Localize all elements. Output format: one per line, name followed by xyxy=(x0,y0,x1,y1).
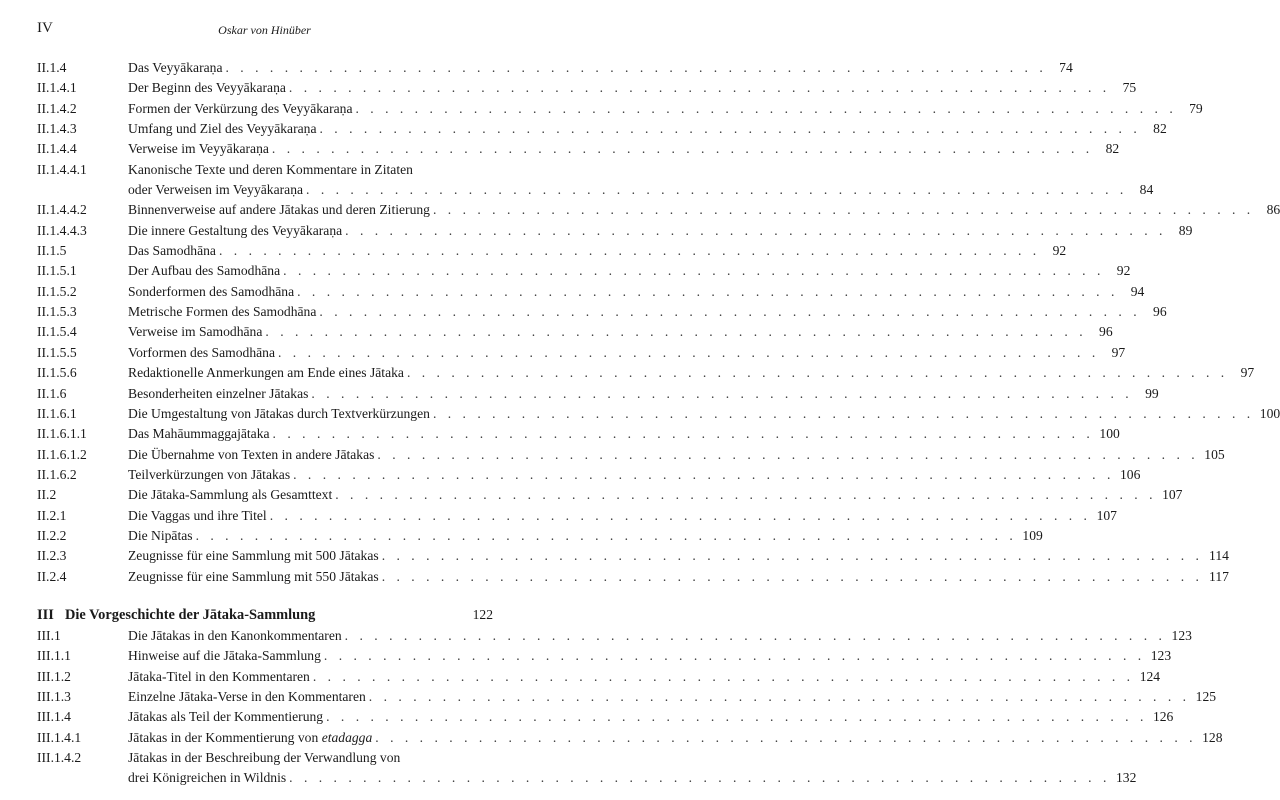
toc-entry-line xyxy=(128,221,1193,241)
toc-entry-title xyxy=(128,384,308,404)
dot-leader: . . . . . . . . . . . . . . . . . . . . . . . . . . . . . . . . . . . . . . . . . . . . . . . . . . . . . . . . xyxy=(306,182,1128,198)
page-header xyxy=(0,20,529,44)
toc-entry-title xyxy=(128,424,270,444)
dot-leader: . . . . . . . . . . . . . . . . . . . . . . . . . . . . . . . . . . . . . . . . . . . . . . . . . . . . . . . . xyxy=(345,222,1167,238)
toc-entry xyxy=(37,261,1131,281)
toc-entry-title xyxy=(128,261,280,281)
toc-entry-body xyxy=(128,707,1174,727)
toc-entry-line xyxy=(128,728,1223,748)
toc-entry-title xyxy=(128,667,310,687)
toc-entry-title-text: Jātaka-Titel in den Kommentaren xyxy=(128,668,310,684)
toc-entry-line xyxy=(128,282,1145,302)
toc-entry xyxy=(37,728,1223,748)
toc-entry-page: 114 xyxy=(1209,548,1229,564)
toc-entry-title xyxy=(128,768,286,788)
toc-entry xyxy=(37,424,1120,444)
toc-entry-title-text: Hinweise auf die Jātaka-Sammlung xyxy=(128,648,321,664)
toc-entry-title xyxy=(128,506,267,526)
toc-entry-line xyxy=(128,78,1137,98)
toc-entry-line xyxy=(128,241,1067,261)
toc-entry-title-text: Die Vaggas und ihre Titel xyxy=(128,507,267,523)
toc-entry-title xyxy=(128,465,290,485)
toc-entry-title xyxy=(128,241,216,261)
toc-entry-number: III.1.4.2 xyxy=(37,750,82,765)
toc-entry-title-text: Die innere Gestaltung des Veyyākaraṇa xyxy=(128,222,343,238)
toc-entry-body xyxy=(128,667,1161,687)
toc-entry-body xyxy=(128,506,1117,526)
toc-entry-line xyxy=(128,526,1043,546)
toc-entry-title xyxy=(128,139,269,159)
toc-entry-number: II.1.5 xyxy=(37,243,67,259)
toc-entry-title xyxy=(128,119,317,139)
toc-entry xyxy=(37,667,1161,687)
toc-entry-title-italic: etadagga xyxy=(321,729,373,745)
toc-entry-number: II.1.6.2 xyxy=(37,466,77,482)
toc-entry-line xyxy=(128,707,1174,727)
toc-entry-page: 126 xyxy=(1152,709,1174,725)
toc-entry-body xyxy=(128,748,1137,789)
toc-entry-page: 86 xyxy=(1266,202,1280,218)
toc-entry-line xyxy=(128,465,1141,485)
toc-entry-page: 92 xyxy=(1116,263,1131,279)
toc-chapter-heading xyxy=(37,604,493,626)
toc-entry-page: 132 xyxy=(1115,770,1137,786)
dot-leader: . . . . . . . . . . . . . . . . . . . . . . . . . . . . . . . . . . . . . . . . . . . . . . . . . . . . . . . . xyxy=(289,770,1111,786)
toc-entry-number: III.1.2 xyxy=(37,668,71,684)
toc-entry xyxy=(37,626,1192,646)
toc-entry-line xyxy=(128,567,1229,587)
toc-entry-title-text: Zeugnisse für eine Sammlung mit 550 Jātakas xyxy=(128,568,379,584)
dot-leader: . . . . . . . . . . . . . . . . . . . . . . . . . . . . . . . . . . . . . . . . . . . . . . . . . . . . . . . . xyxy=(335,487,1157,503)
toc-entry-number: II.1.6.1 xyxy=(37,405,77,421)
dot-leader: . . . . . . . . . . . . . . . . . . . . . . . . . . . . . . . . . . . . . . . . . . . . . . . . . . . . . . . . xyxy=(344,627,1166,643)
toc-entry xyxy=(37,78,1137,98)
toc-entry-body xyxy=(128,526,1043,546)
toc-entry-line xyxy=(128,646,1172,666)
toc-entry-number: II.1.4 xyxy=(37,60,67,75)
toc-entry-page: 96 xyxy=(1153,304,1167,320)
toc-entry xyxy=(37,322,1113,342)
toc-entry-title-text: Sonderformen des Samodhāna xyxy=(128,283,295,299)
dot-leader: . . . . . . . . . . . . . . . . . . . . . . . . . . . . . . . . . . . . . . . . . . . . . . . . . . . . . . . . xyxy=(323,648,1146,664)
toc-entry-line xyxy=(128,626,1192,646)
toc-entry-page: 94 xyxy=(1130,283,1145,299)
toc-entry-title xyxy=(128,646,321,666)
toc-entry-number: II.1.6.1.2 xyxy=(37,446,87,462)
dot-leader: . . . . . . . . . . . . . . . . . . . . . . . . . . . . . . . . . . . . . . . . . . . . . . . . . . . . . . . . xyxy=(225,60,1047,75)
toc-entry-body xyxy=(128,567,1229,587)
toc-entry-title-text: Redaktionelle Anmerkungen am Ende eines Jātaka xyxy=(128,365,404,381)
toc-entry-body xyxy=(128,261,1131,281)
toc-entry-line xyxy=(128,687,1217,707)
toc-entry-title-text: Binnenverweise auf andere Jātakas und deren Zitierung xyxy=(128,202,430,218)
toc-entry-number: II.1.5.6 xyxy=(37,365,77,381)
toc-entry-number: II.1.5.2 xyxy=(37,283,77,299)
toc-entry-body xyxy=(128,626,1192,646)
toc-entry-page: 74 xyxy=(1059,60,1073,75)
toc-entry-line xyxy=(128,546,1229,566)
toc-entry-page: 97 xyxy=(1111,344,1126,360)
dot-leader: . . . . . . . . . . . . . . . . . . . . . . . . . . . . . . . . . . . . . . . . . . . . . . . . . . . . . . . . xyxy=(277,344,1100,360)
toc-entry-title-text: Metrische Formen des Samodhāna xyxy=(128,304,317,320)
toc-entry-body xyxy=(128,384,1159,404)
toc-entry-line xyxy=(128,302,1167,322)
table-of-contents xyxy=(37,58,1280,789)
toc-entry xyxy=(37,99,1203,119)
toc-entry-page: 75 xyxy=(1122,80,1137,96)
toc-entry-page: 124 xyxy=(1139,668,1161,684)
toc-section-ii xyxy=(37,58,1280,587)
dot-leader: . . . . . . . . . . . . . . . . . . . . . . . . . . . . . . . . . . . . . . . . . . . . . . . . . . . . . . . . xyxy=(432,405,1255,421)
toc-entry xyxy=(37,200,1280,220)
toc-entry-page: 100 xyxy=(1259,405,1280,421)
toc-entry-page: 107 xyxy=(1096,507,1117,523)
toc-entry-line xyxy=(128,485,1183,505)
toc-entry-page: 106 xyxy=(1119,466,1141,482)
dot-leader: . . . . . . . . . . . . . . . . . . . . . . . . . . . . . . . . . . . . . . . . . . . . . . . . . . . . . . . . xyxy=(297,283,1119,299)
toc-entry-title-text: Zeugnisse für eine Sammlung mit 500 Jātakas xyxy=(128,548,379,564)
toc-entry-line xyxy=(128,99,1203,119)
toc-entry xyxy=(37,546,1229,566)
toc-entry-page: 100 xyxy=(1099,426,1120,442)
dot-leader: . . . . . . . . . . . . . . . . . . . . . . . . . . . . . . . . . . . . . . . . . . . . . . . . . . . . . . . . xyxy=(381,548,1203,564)
toc-entry-number: II.2.1 xyxy=(37,507,67,523)
toc-entry-page: 79 xyxy=(1189,100,1203,116)
toc-section-iii xyxy=(37,626,1223,789)
toc-entry-page: 84 xyxy=(1139,182,1154,198)
toc-entry-title-text: Das Samodhāna xyxy=(128,243,216,259)
toc-entry-line xyxy=(128,404,1280,424)
toc-entry-title-text: Die Nipātas xyxy=(128,527,193,543)
toc-entry-body xyxy=(128,302,1167,322)
toc-entry-line xyxy=(128,445,1225,465)
chapter-page: 122 xyxy=(472,606,493,622)
toc-entry-body xyxy=(128,343,1126,363)
dot-leader: . . . . . . . . . . . . . . . . . . . . . . . . . . . . . . . . . . . . . . . . . . . . . . . . . . . . . . . . xyxy=(381,568,1203,584)
toc-entry xyxy=(37,282,1145,302)
toc-entry-title xyxy=(128,445,374,465)
toc-entry-number: II.1.4.4.3 xyxy=(37,222,87,238)
toc-entry-body xyxy=(128,200,1280,220)
toc-entry-body xyxy=(128,221,1193,241)
page-number: IV xyxy=(37,20,53,36)
toc-entry xyxy=(37,646,1172,666)
toc-entry-number: II.1.6.1.1 xyxy=(37,426,87,442)
toc-entry-body xyxy=(128,646,1172,666)
toc-entry-page: 123 xyxy=(1171,627,1192,643)
toc-entry-number: II.2.2 xyxy=(37,527,67,543)
toc-entry-title-line1: Jātakas in der Beschreibung der Verwandlung von xyxy=(128,750,401,765)
toc-entry-number: II.1.5.1 xyxy=(37,263,77,279)
toc-entry-title-text: Verweise im Veyyākaraṇa xyxy=(128,141,269,157)
dot-leader: . . . . . . . . . . . . . . . . . . . . . . . . . . . . . . . . . . . . . . . . . . . . . . . . . . . . . . . . xyxy=(265,324,1087,340)
toc-entry-line xyxy=(128,180,1154,200)
toc-entry-page: 109 xyxy=(1022,527,1043,543)
toc-entry-number: II.2.4 xyxy=(37,568,67,584)
toc-entry-number: II.2 xyxy=(37,487,57,503)
toc-entry-line xyxy=(128,119,1167,139)
toc-entry-line xyxy=(128,200,1280,220)
dot-leader: . . . . . . . . . . . . . . . . . . . . . . . . . . . . . . . . . . . . . . . . . . . . . . . . . . . . . . . . xyxy=(311,385,1133,401)
toc-entry-page: 82 xyxy=(1105,141,1120,157)
toc-entry xyxy=(37,707,1174,727)
toc-entry-title xyxy=(128,322,262,342)
toc-entry-number: II.1.4.3 xyxy=(37,121,77,137)
toc-entry xyxy=(37,58,1073,78)
toc-entry-title-text: Formen der Verkürzung des Veyyākaraṇa xyxy=(128,100,353,116)
toc-entry-line xyxy=(128,768,1137,788)
toc-entry-body xyxy=(128,687,1217,707)
toc-entry-title xyxy=(128,363,404,383)
toc-entry-body xyxy=(128,465,1141,485)
toc-entry-line xyxy=(128,667,1161,687)
toc-entry-title-text: Umfang und Ziel des Veyyākaraṇa xyxy=(128,121,317,137)
toc-entry-title-text: drei Königreichen in Wildnis xyxy=(128,770,287,786)
toc-entry-page: 92 xyxy=(1052,243,1067,259)
toc-entry-title xyxy=(128,343,275,363)
toc-entry xyxy=(37,302,1167,322)
toc-entry-number: III.1.1 xyxy=(37,648,71,664)
toc-entry-number: II.1.6 xyxy=(37,385,67,401)
toc-entry-title-text: Die Umgestaltung von Jātakas durch Textverkürzungen xyxy=(128,405,430,421)
toc-entry-title xyxy=(128,200,430,220)
toc-entry xyxy=(37,221,1193,241)
toc-entry xyxy=(37,160,1154,201)
toc-entry-page: 82 xyxy=(1153,121,1167,137)
toc-entry-line xyxy=(128,363,1255,383)
toc-entry-number: II.1.4.4.1 xyxy=(37,161,87,177)
toc-entry-title xyxy=(128,282,294,302)
toc-entry-title xyxy=(128,626,342,646)
toc-entry-number: III.1.3 xyxy=(37,688,71,704)
toc-entry xyxy=(37,445,1225,465)
toc-entry-body xyxy=(128,404,1280,424)
toc-entry-number: III.1 xyxy=(37,627,61,643)
toc-entry-title-text: Jātakas in der Kommentierung von xyxy=(128,729,319,745)
toc-entry-page: 117 xyxy=(1209,568,1229,584)
toc-entry-title xyxy=(128,567,379,587)
toc-entry-number: III.1.4.1 xyxy=(37,729,82,745)
toc-entry-title xyxy=(128,485,332,505)
toc-entry xyxy=(37,363,1255,383)
toc-entry-line xyxy=(128,343,1126,363)
toc-entry-title xyxy=(128,78,286,98)
toc-entry-line xyxy=(128,58,1073,78)
toc-entry-title-text: Teilverkürzungen von Jātakas xyxy=(128,466,291,482)
dot-leader: . . . . . . . . . . . . . . . . . . . . . . . . . . . . . . . . . . . . . . . . . . . . . . . . . . . . . . . . xyxy=(319,121,1141,137)
toc-entry-body xyxy=(128,322,1113,342)
toc-entry-line xyxy=(128,506,1117,526)
toc-entry-number: III.1.4 xyxy=(37,709,71,725)
toc-entry xyxy=(37,748,1137,789)
toc-entry-title-text: Die Jātakas in den Kanonkommentaren xyxy=(128,627,342,643)
toc-entry-title-line1: Kanonische Texte und deren Kommentare in Zitaten xyxy=(128,161,413,177)
toc-entry-title-text: Besonderheiten einzelner Jātakas xyxy=(128,385,309,401)
toc-entry-title-text: Der Aufbau des Samodhāna xyxy=(128,263,281,279)
toc-entry xyxy=(37,687,1217,707)
toc-entry-number: II.1.4.2 xyxy=(37,100,77,116)
dot-leader: . . . . . . . . . . . . . . . . . . . . . . . . . . . . . . . . . . . . . . . . . . . . . . . . . . . . . . . . xyxy=(195,527,1017,543)
toc-entry-title-text: Die Jātaka-Sammlung als Gesamttext xyxy=(128,487,333,503)
toc-entry-line xyxy=(128,139,1120,159)
dot-leader: . . . . . . . . . . . . . . . . . . . . . . . . . . . . . . . . . . . . . . . . . . . . . . . . . . . . . . . . xyxy=(312,668,1135,684)
toc-entry-line xyxy=(128,261,1131,281)
toc-entry-body xyxy=(128,363,1255,383)
toc-entry-page: 125 xyxy=(1195,688,1217,704)
toc-entry xyxy=(37,119,1167,139)
toc-entry-title-text: oder Verweisen im Veyyākaraṇa xyxy=(128,182,304,198)
dot-leader: . . . . . . . . . . . . . . . . . . . . . . . . . . . . . . . . . . . . . . . . . . . . . . . . . . . . . . . . xyxy=(272,426,1094,442)
toc-entry-title xyxy=(128,404,430,424)
toc-entry-title-text: Der Beginn des Veyyākaraṇa xyxy=(128,80,286,96)
dot-leader: . . . . . . . . . . . . . . . . . . . . . . . . . . . . . . . . . . . . . . . . . . . . . . . . . . . . . . . . xyxy=(288,80,1111,96)
toc-entry-title-text: Das Veyyākaraṇa xyxy=(128,60,223,75)
toc-entry-body xyxy=(128,99,1203,119)
toc-entry-title-text: Vorformen des Samodhāna xyxy=(128,344,275,360)
dot-leader: . . . . . . . . . . . . . . . . . . . . . . . . . . . . . . . . . . . . . . . . . . . . . . . . . . . . . . . . xyxy=(326,709,1148,725)
toc-entry-title xyxy=(128,99,352,119)
dot-leader: . . . . . . . . . . . . . . . . . . . . . . . . . . . . . . . . . . . . . . . . . . . . . . . . . . . . . . . . xyxy=(355,100,1177,116)
toc-entry-page: 123 xyxy=(1150,648,1172,664)
toc-entry-line xyxy=(128,322,1113,342)
toc-entry-body xyxy=(128,160,1154,201)
toc-entry-page: 107 xyxy=(1162,487,1183,503)
toc-entry-title xyxy=(128,546,379,566)
toc-entry-body xyxy=(128,424,1120,444)
running-title: Oskar von Hinüber xyxy=(218,23,311,37)
toc-entry-body xyxy=(128,546,1229,566)
toc-entry-number: II.2.3 xyxy=(37,548,67,564)
toc-entry-title xyxy=(128,221,342,241)
chapter-title: Die Vorgeschichte der Jātaka-Sammlung xyxy=(65,606,316,623)
toc-entry-number: II.1.4.4 xyxy=(37,141,77,157)
toc-entry-title-text: Jātakas als Teil der Kommentierung xyxy=(128,709,324,725)
toc-entry xyxy=(37,526,1043,546)
toc-entry-body xyxy=(128,485,1183,505)
toc-entry-title xyxy=(128,180,303,200)
toc-entry-page: 96 xyxy=(1099,324,1113,340)
dot-leader: . . . . . . . . . . . . . . . . . . . . . . . . . . . . . . . . . . . . . . . . . . . . . . . . . . . . . . . . xyxy=(377,446,1199,462)
toc-entry-title-text: Die Übernahme von Texten in andere Jātakas xyxy=(128,446,375,462)
toc-entry-title xyxy=(128,302,316,322)
toc-entry xyxy=(37,139,1120,159)
toc-entry xyxy=(37,343,1126,363)
toc-entry-body xyxy=(128,119,1167,139)
toc-entry-line xyxy=(128,424,1120,444)
dot-leader: . . . . . . . . . . . . . . . . . . . . . . . . . . . . . . . . . . . . . . . . . . . . . . . . . . . . . . . . xyxy=(319,304,1141,320)
toc-entry-title xyxy=(128,58,223,78)
dot-leader: . . . . . . . . . . . . . . . . . . . . . . . . . . . . . . . . . . . . . . . . . . . . . . . . . . . . . . . . xyxy=(271,141,1094,157)
toc-entry-body xyxy=(128,78,1137,98)
toc-entry-page: 89 xyxy=(1178,222,1193,238)
toc-entry-page: 99 xyxy=(1145,385,1159,401)
dot-leader: . . . . . . . . . . . . . . . . . . . . . . . . . . . . . . . . . . . . . . . . . . . . . . . . . . . . . . . . xyxy=(375,729,1197,745)
toc-entry xyxy=(37,506,1117,526)
dot-leader: . . . . . . . . . . . . . . . . . . . . . . . . . . . . . . . . . . . . . . . . . . . . . . . . . . . . . . . . xyxy=(406,365,1229,381)
toc-entry-page: 97 xyxy=(1240,365,1255,381)
toc-entry-page: 128 xyxy=(1202,729,1223,745)
toc-entry-title xyxy=(128,526,193,546)
toc-entry xyxy=(37,485,1183,505)
toc-entry-body xyxy=(128,445,1225,465)
toc-entry-line xyxy=(128,384,1159,404)
dot-leader: . . . . . . . . . . . . . . . . . . . . . . . . . . . . . . . . . . . . . . . . . . . . . . . . . . . . . . . . xyxy=(293,466,1115,482)
toc-entry-number: II.1.5.5 xyxy=(37,344,77,360)
toc-entry-body xyxy=(128,58,1073,78)
dot-leader: . . . . . . . . . . . . . . . . . . . . . . . . . . . . . . . . . . . . . . . . . . . . . . . . . . . . . . . . xyxy=(218,243,1041,259)
toc-entry xyxy=(37,241,1067,261)
toc-entry-body xyxy=(128,241,1067,261)
toc-entry-title xyxy=(128,707,323,727)
dot-leader: . . . . . . . . . . . . . . . . . . . . . . . . . . . . . . . . . . . . . . . . . . . . . . . . . . . . . . . . xyxy=(269,507,1091,523)
toc-entry-title xyxy=(128,687,366,707)
toc-entry-title-text: Verweise im Samodhāna xyxy=(128,324,263,340)
toc-entry-number: II.1.4.1 xyxy=(37,80,77,96)
dot-leader: . . . . . . . . . . . . . . . . . . . . . . . . . . . . . . . . . . . . . . . . . . . . . . . . . . . . . . . . xyxy=(368,688,1191,704)
toc-entry-body xyxy=(128,139,1120,159)
toc-entry-body xyxy=(128,728,1223,748)
chapter-number: III xyxy=(37,606,54,623)
toc-entry xyxy=(37,465,1141,485)
toc-entry-number: II.1.4.4.2 xyxy=(37,202,87,218)
toc-entry-title xyxy=(128,728,372,748)
toc-entry xyxy=(37,384,1159,404)
toc-entry-title-text: Das Mahāummaggajātaka xyxy=(128,426,270,442)
toc-entry-number: II.1.5.4 xyxy=(37,324,77,340)
toc-entry-title-text: Einzelne Jātaka-Verse in den Kommentaren xyxy=(128,688,366,704)
dot-leader: . . . . . . . . . . . . . . . . . . . . . . . . . . . . . . . . . . . . . . . . . . . . . . . . . . . . . . . . xyxy=(432,202,1255,218)
toc-entry xyxy=(37,404,1280,424)
toc-entry-number: II.1.5.3 xyxy=(37,304,77,320)
toc-entry xyxy=(37,567,1229,587)
toc-entry-page: 105 xyxy=(1204,446,1225,462)
dot-leader: . . . . . . . . . . . . . . . . . . . . . . . . . . . . . . . . . . . . . . . . . . . . . . . . . . . . . . . . xyxy=(283,263,1105,279)
toc-entry-body xyxy=(128,282,1145,302)
